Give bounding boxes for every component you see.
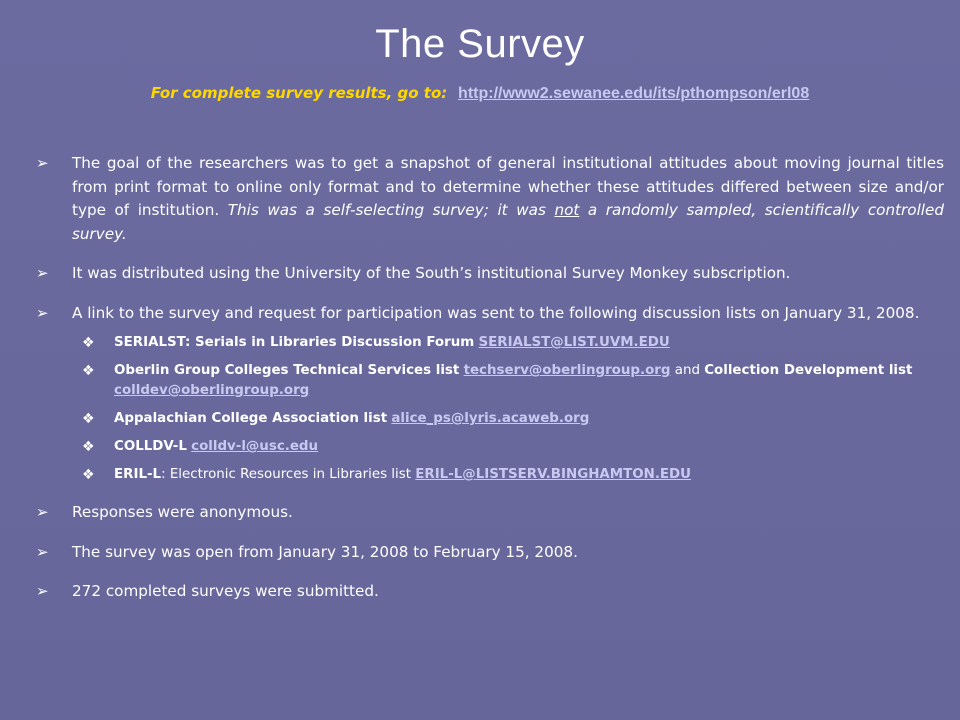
bullet-goal bbox=[36, 152, 944, 246]
list-item-label: COLLDV-L bbox=[114, 439, 187, 454]
list-item-label-2: Collection Development list bbox=[704, 363, 913, 378]
list-item-label: SERIALST: Serials in Libraries Discussion Forum bbox=[114, 335, 475, 350]
list-item-label: Appalachian College Association list bbox=[114, 411, 388, 426]
list-item bbox=[36, 437, 944, 457]
results-url-link[interactable]: http://www2.sewanee.edu/its/pthompson/erl08 bbox=[458, 85, 810, 102]
list-item-email-link[interactable]: alice_ps@lyris.acaweb.org bbox=[391, 411, 590, 426]
bullet-open-dates bbox=[36, 541, 944, 565]
bullet-goal-italic-b: a randomly sampled, scientifically controlled survey. bbox=[72, 201, 945, 243]
bullet-anonymous bbox=[36, 501, 944, 525]
diamond-bullet-icon: ❖ bbox=[82, 439, 95, 455]
bullet-completed-text: 272 completed surveys were submitted. bbox=[72, 582, 379, 600]
bullet-distribution-text: It was distributed using the University of the South’s institutional Survey Monkey subscription. bbox=[72, 264, 791, 282]
list-item-email-link[interactable]: colldv-l@usc.edu bbox=[191, 439, 319, 454]
arrow-bullet-icon: ➢ bbox=[36, 154, 49, 172]
list-item bbox=[36, 465, 944, 485]
results-lead-text: For complete survey results, go to: bbox=[150, 84, 448, 102]
slide-title: The Survey bbox=[375, 22, 585, 66]
diamond-bullet-icon: ❖ bbox=[82, 363, 95, 379]
bullet-goal-italic-a: This was a self-selecting survey; it was bbox=[227, 201, 546, 219]
bullet-link-sent-text: A link to the survey and request for participation was sent to the following discussion lists on January 31, 2008. bbox=[72, 303, 920, 322]
list-item-label-rest: : Electronic Resources in Libraries list bbox=[161, 467, 411, 482]
list-item-email-link[interactable]: ERIL-L@LISTSERV.BINGHAMTON.EDU bbox=[415, 467, 692, 482]
list-item-email-link-2[interactable]: colldev@oberlingroup.org bbox=[114, 383, 310, 398]
arrow-bullet-icon: ➢ bbox=[36, 503, 49, 521]
list-item-label: ERIL-L bbox=[114, 467, 162, 482]
bullet-goal-text: The goal of the researchers was to get a snapshot of general institutional attitudes about moving journal titles from print format to online only format and to determine whether these attitudes differed between size and/or type of institution. bbox=[72, 154, 944, 219]
diamond-bullet-icon: ❖ bbox=[82, 335, 95, 351]
discussion-lists bbox=[36, 333, 944, 485]
list-item-connector: and bbox=[674, 363, 700, 378]
arrow-bullet-icon: ➢ bbox=[36, 264, 49, 282]
arrow-bullet-icon: ➢ bbox=[36, 542, 49, 561]
diamond-bullet-icon: ❖ bbox=[82, 467, 95, 483]
list-item-email-link[interactable]: techserv@oberlingroup.org bbox=[463, 363, 671, 378]
bullet-distribution bbox=[36, 262, 944, 286]
list-item bbox=[36, 333, 944, 353]
bullet-link-sent bbox=[36, 302, 944, 326]
bullet-open-dates-text: The survey was open from January 31, 2008 to February 15, 2008. bbox=[72, 542, 578, 561]
arrow-bullet-icon: ➢ bbox=[36, 303, 49, 322]
bullet-anonymous-text: Responses were anonymous. bbox=[72, 503, 293, 521]
bullet-goal-not: not bbox=[554, 201, 580, 219]
bullet-list bbox=[36, 152, 944, 604]
survey-results-line bbox=[0, 84, 960, 103]
bullet-completed bbox=[36, 580, 944, 604]
list-item bbox=[36, 409, 944, 429]
list-item bbox=[36, 361, 944, 401]
diamond-bullet-icon: ❖ bbox=[82, 411, 95, 427]
list-item-label: Oberlin Group Colleges Technical Services list bbox=[114, 363, 460, 378]
arrow-bullet-icon: ➢ bbox=[36, 582, 49, 600]
list-item-email-link[interactable]: SERIALST@LIST.UVM.EDU bbox=[478, 335, 670, 350]
